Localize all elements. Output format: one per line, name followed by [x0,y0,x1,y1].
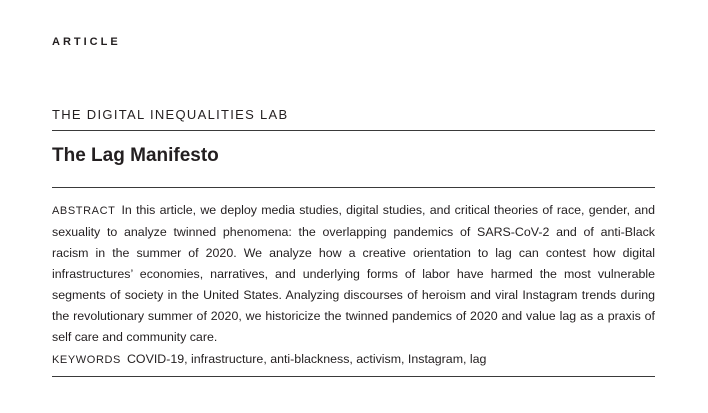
article-author: THE DIGITAL INEQUALITIES LAB [52,107,289,122]
keywords-block [52,349,655,371]
abstract-block [52,200,655,348]
divider-bottom [52,376,655,377]
divider-middle [52,187,655,188]
keywords-label: KEYWORDS [52,354,121,366]
divider-top [52,130,655,131]
article-section-label: ARTICLE [52,36,121,48]
abstract-text: In this article, we deploy media studies, digital studies, and critical theories of race, gender, and sexuality to analyze twinned phenomena: the overlapping pandemics of SARS-CoV-2 and of anti-Black racism in the summer of 2020. We analyze how a creative orientation to lag can contest how digital infrastructures’ economies, narratives, and underlying forms of labor have harmed the most vulnerable segments of society in the United States. Analyzing discourses of heroism and viral Instagram trends during the revolutionary summer of 2020, we historicize the twinned pandemics of 2020 and value lag as a praxis of self care and community care. [52,203,655,344]
abstract-label: ABSTRACT [52,205,116,217]
keywords-text: COVID-19, infrastructure, anti-blackness, activism, Instagram, lag [126,352,487,366]
article-title: The Lag Manifesto [52,145,219,166]
